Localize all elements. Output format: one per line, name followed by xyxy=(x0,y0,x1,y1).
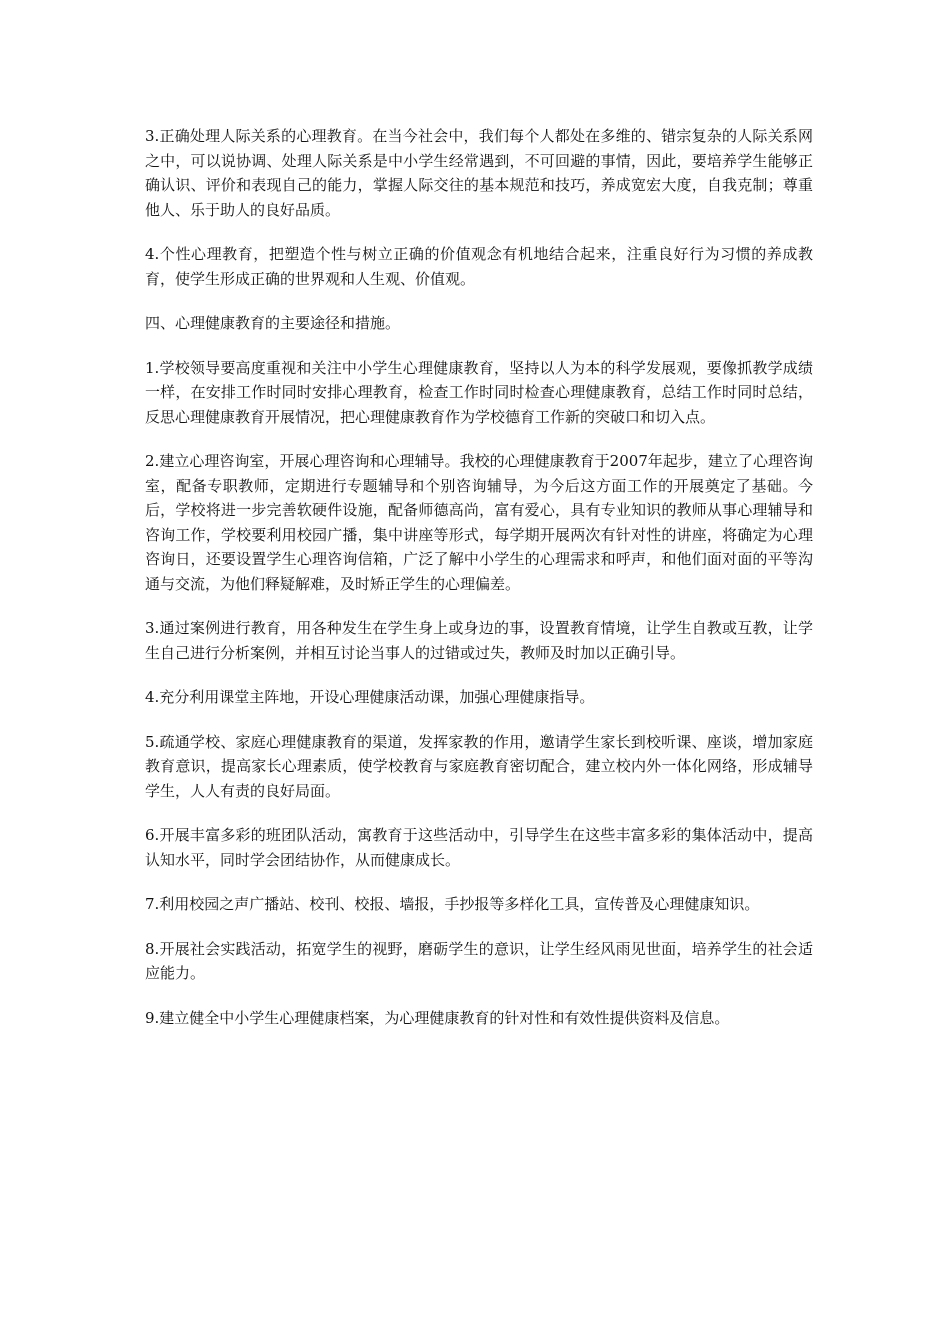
paragraph-measure-2: 2.建立心理咨询室，开展心理咨询和心理辅导。我校的心理健康教育于2007年起步，建立了心理咨询室，配备专职教师，定期进行专题辅导和个别咨询辅导，为今后这方面工作的开展奠定了基础。今后，学校将进一步完善软硬件设施，配备师德高尚，富有爱心，具有专业知识的教师从事心理辅导和咨询工作，学校要利用校园广播，集中讲座等形式，每学期开展两次有针对性的讲座，将确定为心理咨询日，还要设置学生心理咨询信箱，广泛了解中小学生的心理需求和呼声，和他们面对面的平等沟通与交流，为他们释疑解难，及时矫正学生的心理偏差。 xyxy=(145,452,813,593)
document-body xyxy=(145,124,813,1050)
paragraph-measure-3: 3.通过案例进行教育，用各种发生在学生身上或身边的事，设置教育情境，让学生自教或互教，让学生自己进行分析案例，并相互讨论当事人的过错或过失，教师及时加以正确引导。 xyxy=(145,619,813,662)
paragraph-measure-4: 4.充分利用课堂主阵地，开设心理健康活动课，加强心理健康指导。 xyxy=(145,688,595,706)
section-heading-four: 四、心理健康教育的主要途径和措施。 xyxy=(145,314,401,332)
paragraph-measure-7: 7.利用校园之声广播站、校刊、校报、墙报，手抄报等多样化工具，宣传普及心理健康知识。 xyxy=(145,895,760,913)
paragraph-measure-6: 6.开展丰富多彩的班团队活动，寓教育于这些活动中，引导学生在这些丰富多彩的集体活动中，提高认知水平，同时学会团结协作，从而健康成长。 xyxy=(145,826,813,869)
paragraph-measure-5: 5.疏通学校、家庭心理健康教育的渠道，发挥家教的作用，邀请学生家长到校听课、座谈，增加家庭教育意识，提高家长心理素质，使学校教育与家庭教育密切配合，建立校内外一体化网络，形成辅导学生，人人有责的良好局面。 xyxy=(145,732,813,800)
paragraph-item-3-interpersonal: 3.正确处理人际关系的心理教育。在当今社会中，我们每个人都处在多维的、错宗复杂的人际关系网之中，可以说协调、处理人际关系是中小学生经常遇到，不可回避的事情，因此，要培养学生能够正确认识、评价和表现自己的能力，掌握人际交往的基本规范和技巧，养成宽宏大度，自我克制；尊重他人、乐于助人的良好品质。 xyxy=(145,127,813,219)
paragraph-measure-9: 9.建立健全中小学生心理健康档案，为心理健康教育的针对性和有效性提供资料及信息。 xyxy=(145,1008,730,1027)
paragraph-measure-8: 8.开展社会实践活动，拓宽学生的视野，磨砺学生的意识，让学生经风雨见世面，培养学生的社会适应能力。 xyxy=(145,939,813,982)
paragraph-item-4-personality: 4.个性心理教育，把塑造个性与树立正确的价值观念有机地结合起来，注重良好行为习惯的养成教育，使学生形成正确的世界观和人生观、价值观。 xyxy=(145,245,813,288)
paragraph-measure-1: 1.学校领导要高度重视和关注中小学生心理健康教育，坚持以人为本的科学发展观，要像抓教学成绩一样，在安排工作时同时安排心理教育，检查工作时同时检查心理健康教育，总结工作时同时总结，反思心理健康教育开展情况，把心理健康教育作为学校德育工作新的突破口和切入点。 xyxy=(145,358,813,426)
